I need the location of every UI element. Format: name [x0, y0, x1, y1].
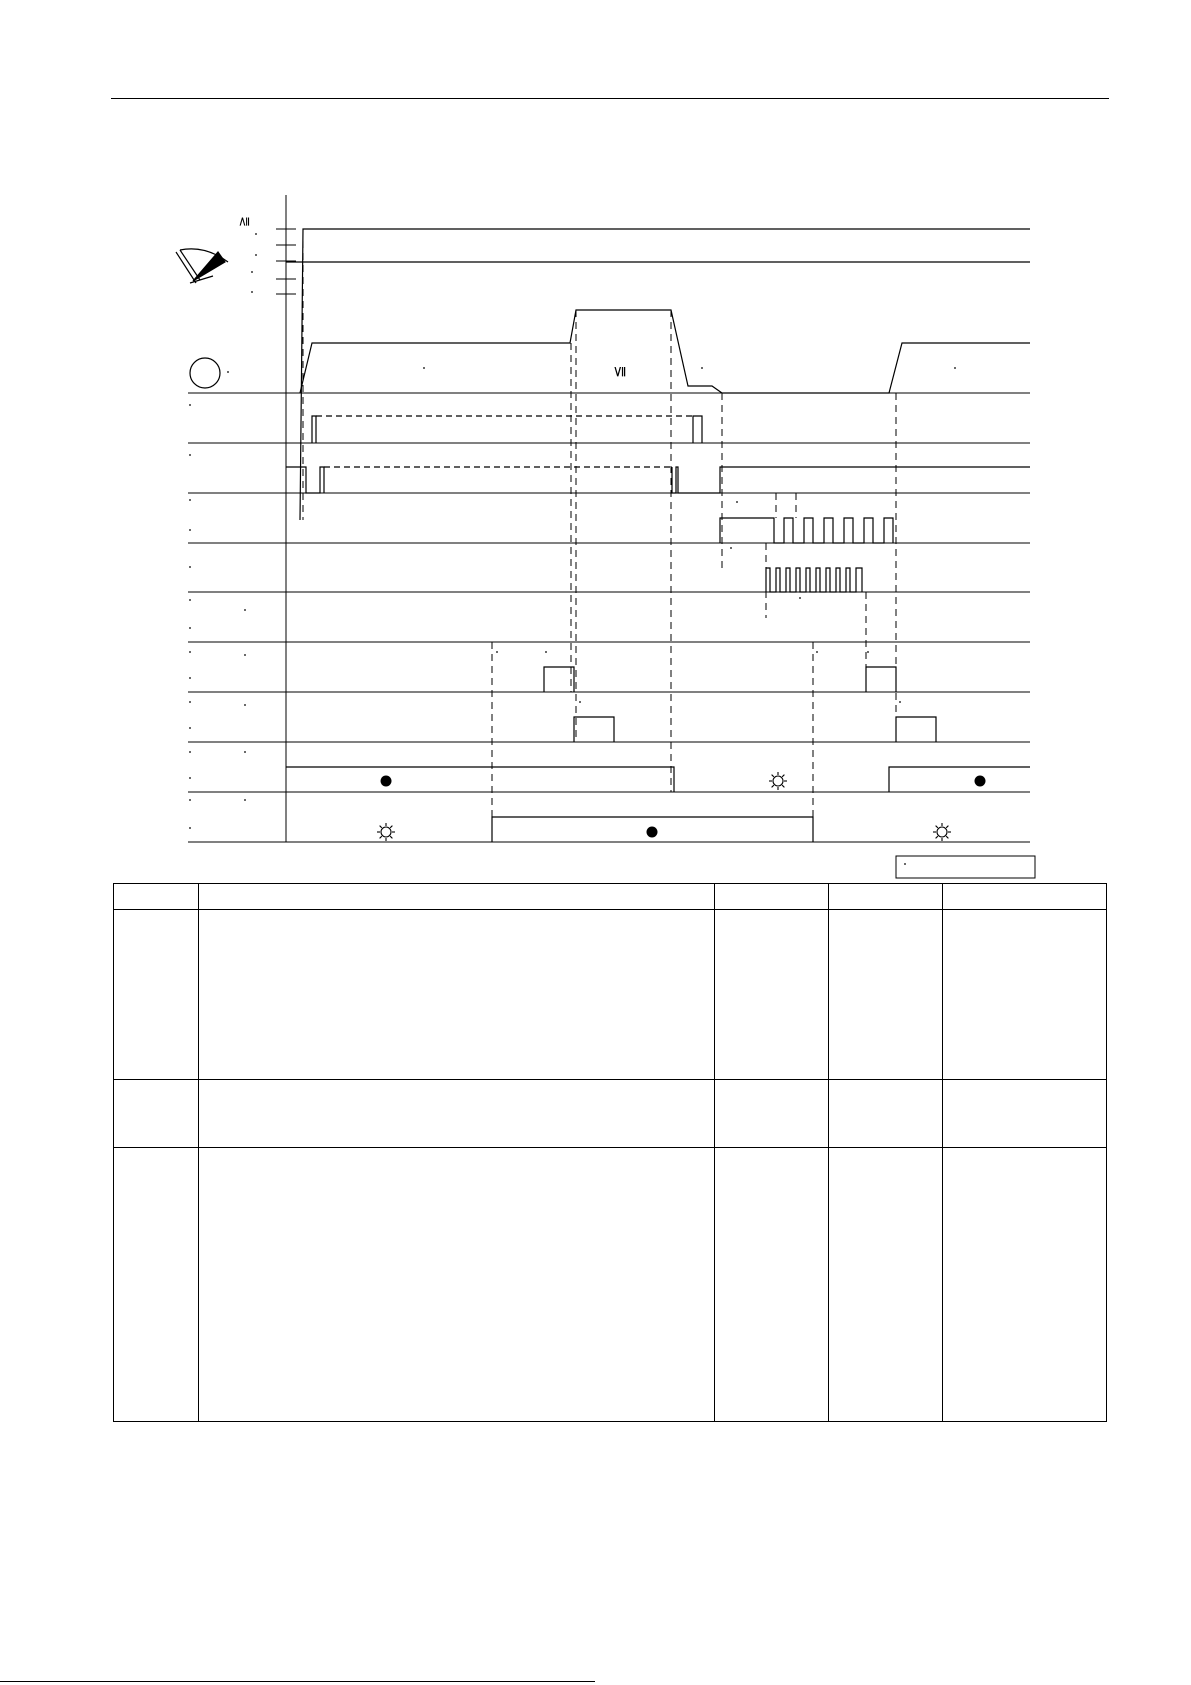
label-dot	[189, 799, 191, 801]
legend-dot	[904, 863, 906, 865]
table-cell	[829, 910, 943, 1080]
table-cell	[199, 1148, 715, 1422]
table-cell	[943, 910, 1107, 1080]
table-header-row	[114, 884, 1107, 910]
pulse-signal	[312, 416, 316, 443]
pulse-channel-9	[574, 717, 936, 742]
table-cell	[715, 1148, 829, 1422]
le-symbol: ≦	[610, 365, 628, 378]
label-dot	[244, 799, 246, 801]
table-cell	[829, 1148, 943, 1422]
label-dot	[545, 651, 547, 653]
pulse-signal	[693, 416, 702, 443]
label-dot	[189, 727, 191, 729]
pulse-train-channel-5	[720, 518, 893, 543]
label-dot	[899, 701, 901, 703]
threshold-level-signal	[300, 229, 1030, 520]
pulse-signal	[896, 717, 936, 742]
table-cell	[114, 1148, 199, 1422]
spec-table	[113, 883, 1107, 1422]
speed-signal	[300, 310, 1030, 393]
label-dot	[730, 547, 732, 549]
table-header-cell	[715, 884, 829, 910]
label-dot	[701, 367, 703, 369]
pulse-train-channel-6	[766, 568, 862, 592]
table-header-cell	[114, 884, 199, 910]
table-row	[114, 910, 1107, 1080]
label-ticks	[189, 233, 956, 829]
pulse-signal	[544, 667, 574, 692]
table-row	[114, 1148, 1107, 1422]
label-dot	[189, 651, 191, 653]
dense-pulse-signal	[766, 568, 862, 592]
filled-dot-icon	[647, 827, 658, 838]
lamp-state-signal	[286, 767, 674, 792]
filled-dot-icon	[975, 776, 986, 787]
label-dot	[189, 499, 191, 501]
label-dot	[244, 654, 246, 656]
needle-gauge-icon	[176, 249, 228, 283]
circle-icon	[190, 358, 220, 388]
table-cell	[715, 1080, 829, 1148]
ge-symbol: ≧	[237, 216, 252, 227]
pulse-signal	[574, 717, 614, 742]
pulse-signal	[866, 667, 896, 692]
label-dot	[579, 701, 581, 703]
label-dot	[189, 599, 191, 601]
pulse-channel-3	[312, 416, 702, 443]
table-cell	[829, 1080, 943, 1148]
table-cell	[114, 910, 199, 1080]
sun-blink-icon	[769, 772, 787, 790]
label-dot	[496, 651, 498, 653]
label-dot	[423, 367, 425, 369]
sun-blink-icon	[933, 823, 951, 841]
label-dot	[227, 371, 229, 373]
label-dot	[189, 404, 191, 406]
label-dot	[251, 271, 253, 273]
table-header-cell	[829, 884, 943, 910]
label-dot	[189, 751, 191, 753]
label-dot	[244, 704, 246, 706]
output-signal	[672, 467, 1030, 493]
lamp-state-signal	[889, 767, 1030, 792]
label-dot	[244, 609, 246, 611]
label-dot	[189, 627, 191, 629]
pulse-train-signal	[720, 518, 893, 543]
label-dot	[189, 566, 191, 568]
threshold-channel	[286, 229, 1030, 520]
label-dot	[189, 677, 191, 679]
sun-blink-icon	[377, 823, 395, 841]
filled-dot-icon	[381, 776, 392, 787]
label-dot	[736, 501, 738, 503]
label-dot	[189, 827, 191, 829]
table-row	[114, 1080, 1107, 1148]
table-header-cell	[199, 884, 715, 910]
speed-channel	[300, 310, 1030, 393]
table-cell	[199, 910, 715, 1080]
label-dot	[255, 233, 257, 235]
label-dot	[816, 651, 818, 653]
table-cell	[943, 1080, 1107, 1148]
footer-rule	[0, 1681, 595, 1682]
label-dot	[251, 291, 253, 293]
output-channel-4	[286, 467, 1030, 493]
guide-lines	[303, 229, 896, 842]
label-dot	[255, 254, 257, 256]
label-dot	[799, 597, 801, 599]
label-dot	[954, 367, 956, 369]
table-cell	[715, 910, 829, 1080]
table-cell	[199, 1080, 715, 1148]
table-header-cell	[943, 884, 1107, 910]
label-dot	[189, 777, 191, 779]
label-dot	[189, 701, 191, 703]
diagram-frame	[188, 195, 1030, 842]
output-signal	[286, 467, 324, 493]
gauge-needle	[176, 252, 196, 283]
lamp-channel-a	[286, 767, 1030, 792]
legend-box	[896, 856, 1035, 878]
label-dot	[867, 651, 869, 653]
label-dot	[244, 751, 246, 753]
table-cell	[114, 1080, 199, 1148]
label-dot	[189, 454, 191, 456]
table-cell	[943, 1148, 1107, 1422]
label-dot	[189, 529, 191, 531]
pulse-channel-8	[544, 667, 896, 692]
